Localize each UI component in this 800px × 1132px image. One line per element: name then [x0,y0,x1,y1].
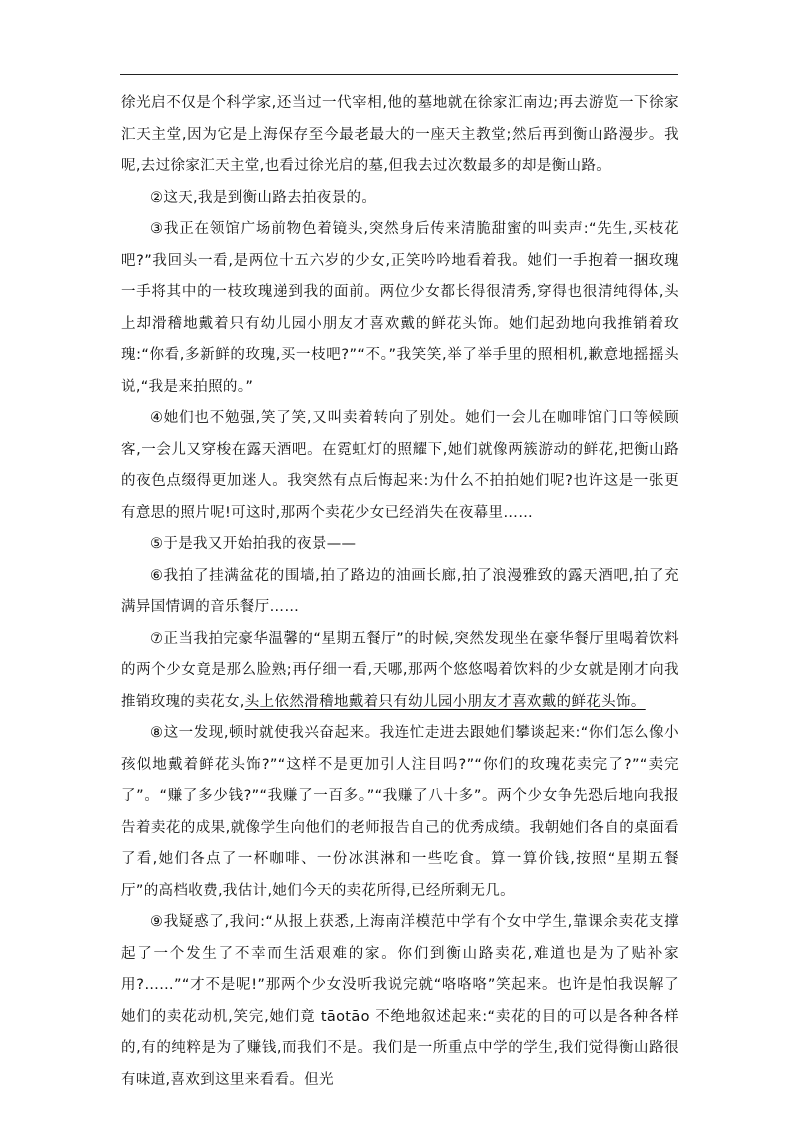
paragraph [121,718,679,907]
paragraph [121,624,679,719]
paragraph-text: ④她们也不勉强,笑了笑,又叫卖着转向了别处。她们一会儿在咖啡馆门口等候顾客,一会儿又穿梭在露天酒吧。在霓虹灯的照耀下,她们就像两簇游动的鲜花,把衡山路的夜色点缀得更加迷人。我突然有点后悔起来:为什么不拍拍她们呢?也许这是一张更有意思的照片呢!可这时,那两个卖花少女已经消失在夜幕里…… [121,410,679,521]
paragraph [121,529,679,561]
paragraph [121,88,679,183]
paragraph [121,907,679,1096]
paragraph-text: ⑧这一发现,顿时就使我兴奋起来。我连忙走进去跟她们攀谈起来:“你们怎么像小孩似地戴着鲜花头饰?”“这样不是更加引人注目吗?”“你们的玫瑰花卖完了?”“卖完了”。“赚了多少钱?”“我赚了一百多。”“我赚了八十多”。两个少女争先恐后地向我报告着卖花的成果,就像学生向他们的老师报告自己的优秀成绩。我朝她们各自的桌面看了看,她们各点了一杯咖啡、一份冰淇淋和一些吃食。算一算价钱,按照“星期五餐厅”的高档收费,我估计,她们今天的卖花所得,已经所剩无几。 [121,725,679,899]
paragraph [121,214,679,403]
paragraph [121,561,679,624]
paragraph-text: 徐光启不仅是个科学家,还当过一代宰相,他的墓地就在徐家汇南边;再去游览一下徐家汇天主堂,因为它是上海保存至今最老最大的一座天主教堂;然后再到衡山路漫步。我呢,去过徐家汇天主堂,也看过徐光启的墓,但我去过次数最多的却是衡山路。 [121,95,679,174]
paragraph-text: ⑤于是我又开始拍我的夜景—— [150,536,357,552]
article-body [121,88,679,1096]
paragraph [121,403,679,529]
paragraph [121,183,679,215]
paragraph-text: ③我正在领馆广场前物色着镜头,突然身后传来清脆甜蜜的叫卖声:“先生,买枝花吧?”我回头一看,是两位十五六岁的少女,正笑吟吟地看着我。她们一手抱着一捆玫瑰一手将其中的一枝玫瑰递到我的面前。两位少女都长得很清秀,穿得也很清纯得体,头上却滑稽地戴着只有幼儿园小朋友才喜欢戴的鲜花头饰。她们起劲地向我推销着玫瑰:“你看,多新鲜的玫瑰,买一枝吧?”“不。”我笑笑,举了举手里的照相机,歉意地摇摇头说,“我是来拍照的。” [121,221,679,395]
paragraph-text: ⑥我拍了挂满盆花的围墙,拍了路边的油画长廊,拍了浪漫雅致的露天酒吧,拍了充满异国情调的音乐餐厅…… [121,567,679,615]
header-rule [120,74,678,75]
paragraph-text: ②这天,我是到衡山路去拍夜景的。 [150,189,377,206]
paragraph-text: ⑨我疑惑了,我问:“从报上获悉,上海南洋模范中学有个女中学生,靠课余卖花支撑起了一个发生了不幸而生活艰难的家。你们到衡山路卖花,难道也是为了贴补家用?……”“才不是呢!”那两个少女没听我说完就“咯咯咯”笑起来。也许是怕我误解了她们的卖花动机,笑完,她们竟 tāotāo 不绝地叙述起来:“卖花的目的可以是各种各样的,有的纯粹是为了赚钱,而我们不是。我们是一所重点中学的学生,我们觉得衡山路很有味道,喜欢到这里来看看。但光 [121,914,679,1088]
underlined-sentence: 头上依然滑稽地戴着只有幼儿园小朋友才喜欢戴的鲜花头饰。 [244,693,646,710]
paragraph-text: ⑦正当我拍完豪华温馨的“星期五餐厅”的时候,突然发现坐在豪华餐厅里喝着饮料的两个少女竟是那么脸熟;再仔细一看,天哪,那两个悠悠喝着饮料的少女就是刚才向我推销玫瑰的卖花女, [121,630,679,710]
